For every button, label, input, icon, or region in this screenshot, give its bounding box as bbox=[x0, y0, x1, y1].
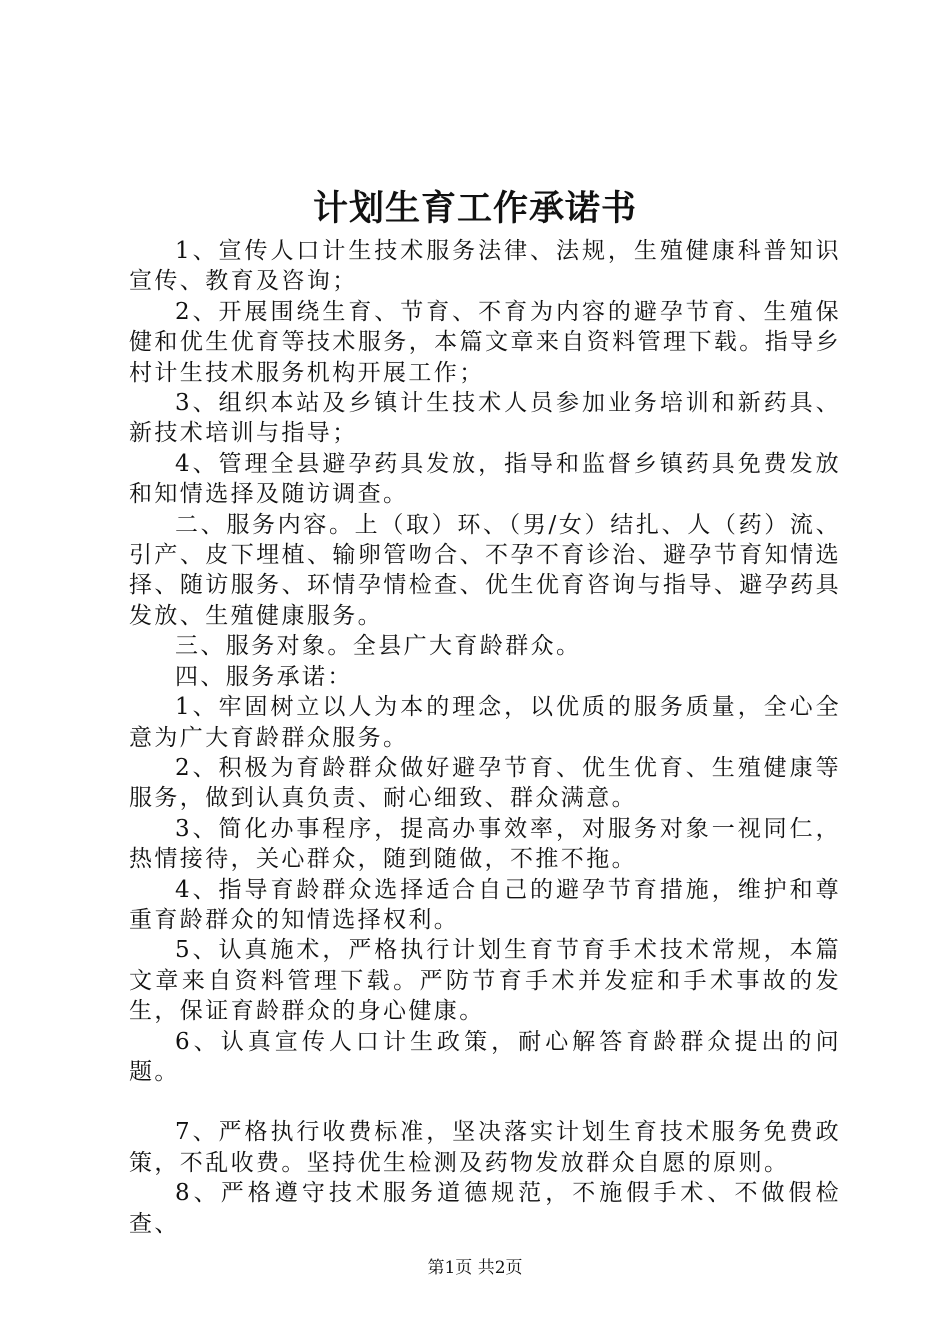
promise-item-4: 4、指导育龄群众选择适合自己的避孕节育措施，维护和尊重育龄群众的知情选择权利。 bbox=[129, 876, 841, 933]
page-footer: 第1页 共2页 bbox=[427, 1258, 523, 1278]
paragraph-service-content: 二、服务内容。上（取）环、（男/女）结扎、人（药）流、引产、皮下埋植、输卵管吻合、不孕不育诊治、避孕节育知情选择、随访服务、环情孕情检查、优生优育咨询与指导、避孕药具发放、生殖健康服务。 bbox=[129, 511, 841, 629]
promise-item-1: 1、牢固树立以人为本的理念，以优质的服务质量，全心全意为广大育龄群众服务。 bbox=[129, 694, 841, 751]
promise-item-3: 3、简化办事程序，提高办事效率，对服务对象一视同仁，热情接待，关心群众，随到随做，不推不拖。 bbox=[129, 815, 841, 873]
paragraph-2: 2、开展围绕生育、节育、不育为内容的避孕节育、生殖保健和优生优育等技术服务，本篇文章来自资料管理下载。指导乡村计生技术服务机构开展工作； bbox=[129, 298, 841, 386]
paragraph-spacer bbox=[129, 1087, 841, 1117]
document-body bbox=[129, 236, 841, 1239]
document-title: 计划生育工作承诺书 bbox=[312, 188, 637, 229]
promise-item-8: 8、严格遵守技术服务道德规范，不施假手术、不做假检查、 bbox=[129, 1180, 841, 1237]
paragraph-service-target: 三、服务对象。全县广大育龄群众。 bbox=[175, 633, 582, 660]
paragraph-4: 4、管理全县避孕药具发放，指导和监督乡镇药具免费发放和知情选择及随访调查。 bbox=[129, 450, 841, 508]
paragraph-service-promise-heading: 四、服务承诺： bbox=[175, 663, 353, 690]
promise-item-6: 6、认真宣传人口计生政策，耐心解答育龄群众提出的问题。 bbox=[129, 1028, 841, 1085]
paragraph-1: 1、宣传人口计生技术服务法律、法规，生殖健康科普知识宣传、教育及咨询； bbox=[129, 238, 841, 295]
promise-item-5: 5、认真施术，严格执行计划生育节育手术技术常规，本篇文章来自资料管理下载。严防节育手术并发症和手术事故的发生，保证育龄群众的身心健康。 bbox=[129, 937, 841, 1025]
promise-item-7: 7、严格执行收费标准，坚决落实计划生育技术服务免费政策，不乱收费。坚持优生检测及药物发放群众自愿的原则。 bbox=[129, 1119, 841, 1176]
paragraph-3: 3、组织本站及乡镇计生技术人员参加业务培训和新药具、新技术培训与指导； bbox=[129, 390, 841, 447]
promise-item-2: 2、积极为育龄群众做好避孕节育、优生优育、生殖健康等服务，做到认真负责、耐心细致、群众满意。 bbox=[129, 754, 841, 812]
